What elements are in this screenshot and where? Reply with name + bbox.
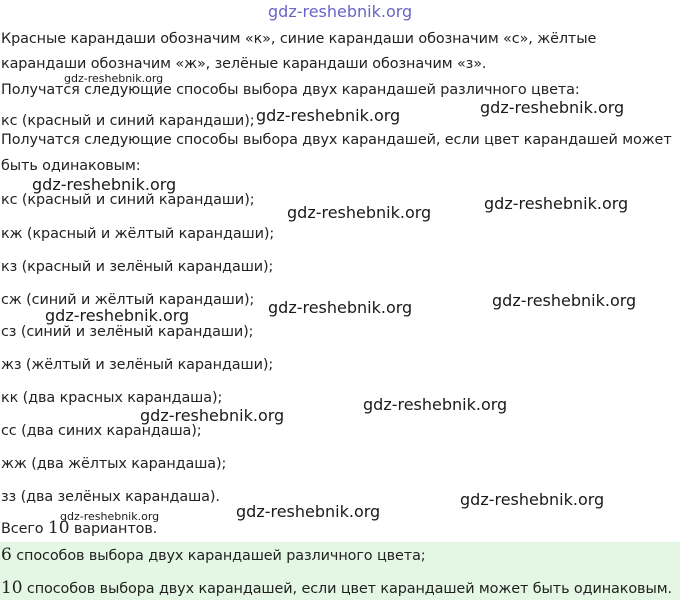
intro-line-6: быть одинаковым: xyxy=(1,158,141,174)
watermark: gdz-reshebnik.org xyxy=(236,502,381,521)
answer-1-number: 6 xyxy=(1,545,12,565)
pair-item: сс (два синих карандаша); xyxy=(1,423,202,439)
watermark-top: gdz-reshebnik.org xyxy=(268,2,413,21)
pair-item: кз (красный и зелёный карандаши); xyxy=(1,259,274,275)
watermark: gdz-reshebnik.org xyxy=(45,306,190,325)
intro-line-3: Получатся следующие способы выбора двух карандашей различного цвета: xyxy=(1,82,580,98)
answer-line-2 xyxy=(1,578,672,598)
watermark: gdz-reshebnik.org xyxy=(480,98,625,117)
watermark: gdz-reshebnik.org xyxy=(460,490,605,509)
watermark: gdz-reshebnik.org xyxy=(256,106,401,125)
watermark: gdz-reshebnik.org xyxy=(363,395,508,414)
pair-item: кк (два красных карандаша); xyxy=(1,390,223,406)
watermark: gdz-reshebnik.org xyxy=(492,291,637,310)
watermark: gdz-reshebnik.org xyxy=(32,175,177,194)
answer-2-text: способов выбора двух карандашей, если цвет карандашей может быть одинаковым. xyxy=(26,581,672,597)
answer-1-text: способов выбора двух карандашей различного цвета; xyxy=(16,548,426,564)
pair-item: жж (два жёлтых карандаша); xyxy=(1,456,227,472)
intro-line-1: Красные карандаши обозначим «к», синие карандаши обозначим «с», жёлтые xyxy=(1,31,597,47)
pair-item: зз (два зелёных карандаша). xyxy=(1,489,220,505)
intro-line-5: Получатся следующие способы выбора двух карандашей, если цвет карандашей может xyxy=(1,132,672,148)
total-number: 10 xyxy=(48,518,70,538)
answer-2-number: 10 xyxy=(1,578,23,598)
watermark: gdz-reshebnik.org xyxy=(64,72,164,85)
pair-item: жз (жёлтый и зелёный карандаши); xyxy=(1,357,274,373)
pair-item: кж (красный и жёлтый карандаши); xyxy=(1,226,275,242)
intro-line-2: карандаши обозначим «ж», зелёные карандаши обозначим «з». xyxy=(1,56,487,72)
intro-line-4: кс (красный и синий карандаши); xyxy=(1,113,255,129)
pair-item: сз (синий и зелёный карандаши); xyxy=(1,324,254,340)
watermark: gdz-reshebnik.org xyxy=(484,194,629,213)
watermark: gdz-reshebnik.org xyxy=(140,406,285,425)
pair-item: кс (красный и синий карандаши); xyxy=(1,192,255,208)
total-prefix: Всего xyxy=(1,521,44,537)
pair-item: сж (синий и жёлтый карандаши); xyxy=(1,292,255,308)
total-suffix: вариантов. xyxy=(73,521,158,537)
watermark: gdz-reshebnik.org xyxy=(268,298,413,317)
watermark: gdz-reshebnik.org xyxy=(287,203,432,222)
watermark: gdz-reshebnik.org xyxy=(60,510,160,523)
answer-line-1 xyxy=(1,545,426,565)
